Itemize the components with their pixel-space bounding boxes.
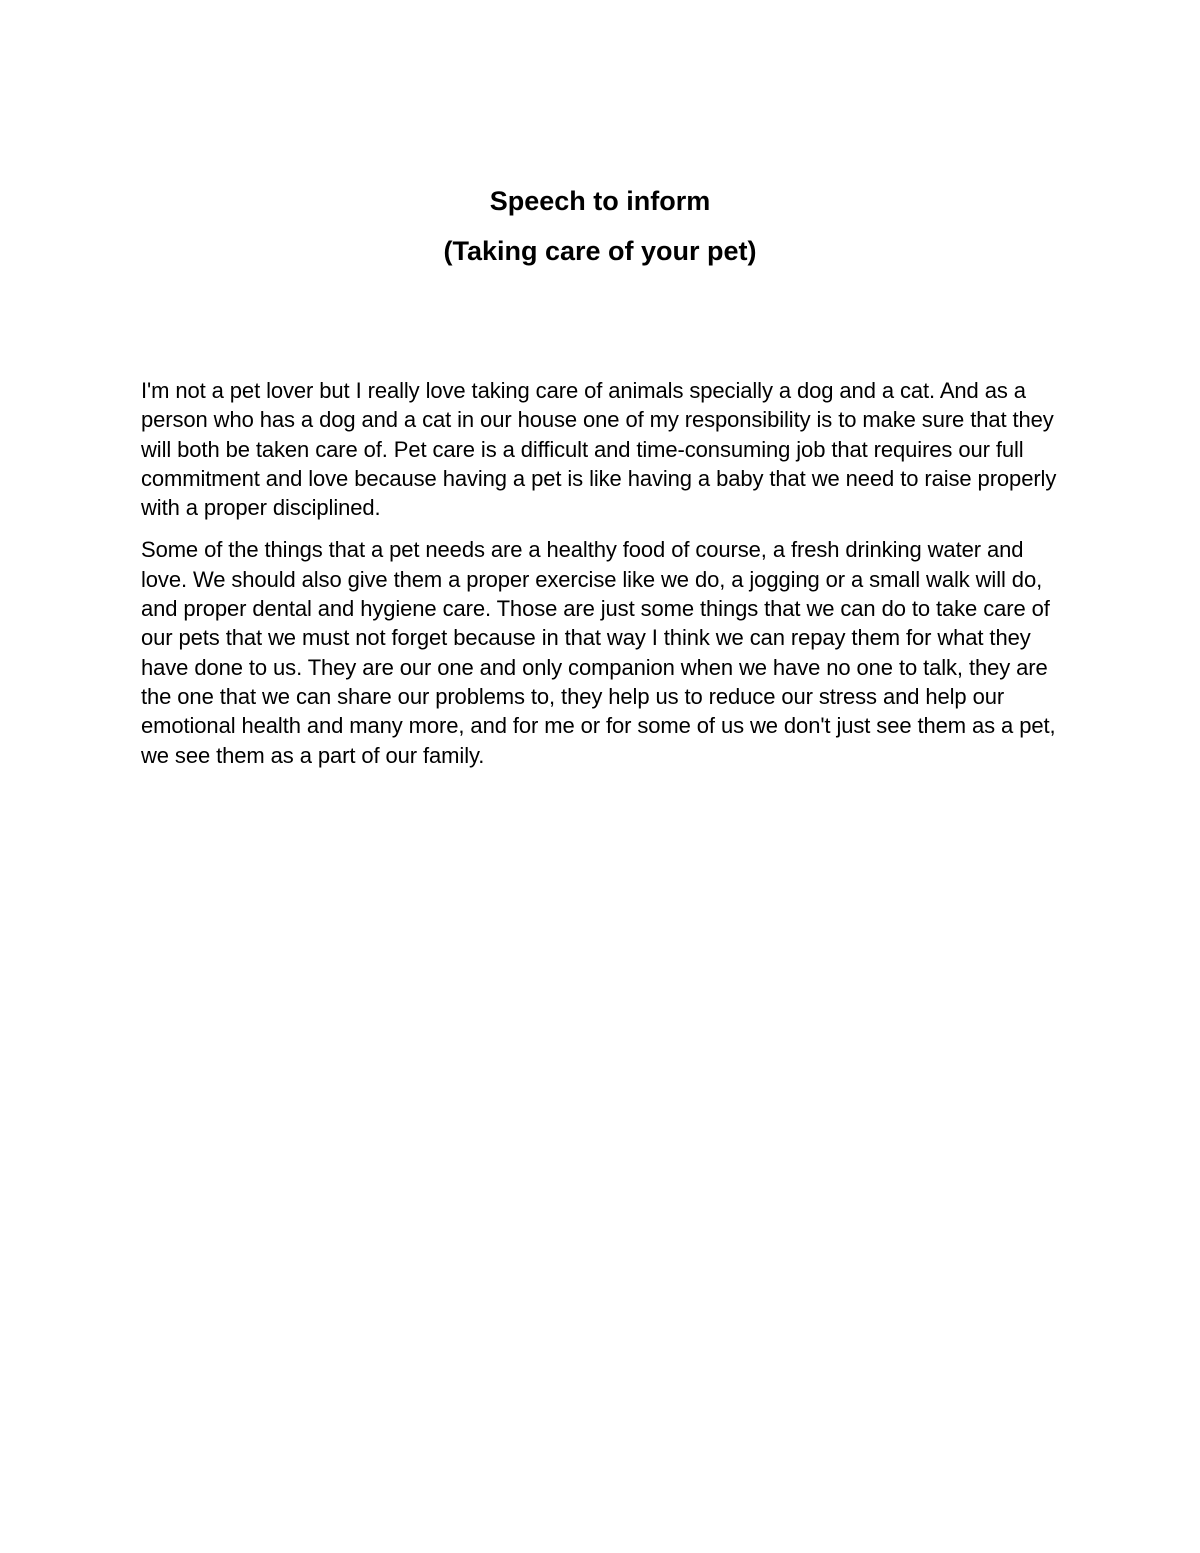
document-title: Speech to inform — [489, 186, 711, 216]
paragraph-2: Some of the things that a pet needs are a healthy food of course, a fresh drinking water and love. We should also give them a proper exercise like we do, a jogging or a small walk will do, and proper dental and hygiene care. Those are just some things that we can do to take care of our pets that we must not forget because in that way I think we can repay them for what they have done to us. They are our one and only companion when we have no one to talk, they are the one that we can share our problems to, they help us to reduce our stress and help our emotional health and many more, and for me or for some of us we don't just see them as a pet, we see them as a part of our family. — [141, 537, 1056, 768]
title-block — [0, 184, 1200, 268]
document-body — [141, 376, 1061, 783]
paragraph-1: I'm not a pet lover but I really love taking care of animals specially a dog and a cat. And as a person who has a dog and a cat in our house one of my responsibility is to make sure that they will both be taken care of. Pet care is a difficult and time-consuming job that requires our full commitment and love because having a pet is like having a baby that we need to raise properly with a proper disciplined. — [141, 378, 1057, 521]
document-subtitle: (Taking care of your pet) — [443, 236, 757, 266]
